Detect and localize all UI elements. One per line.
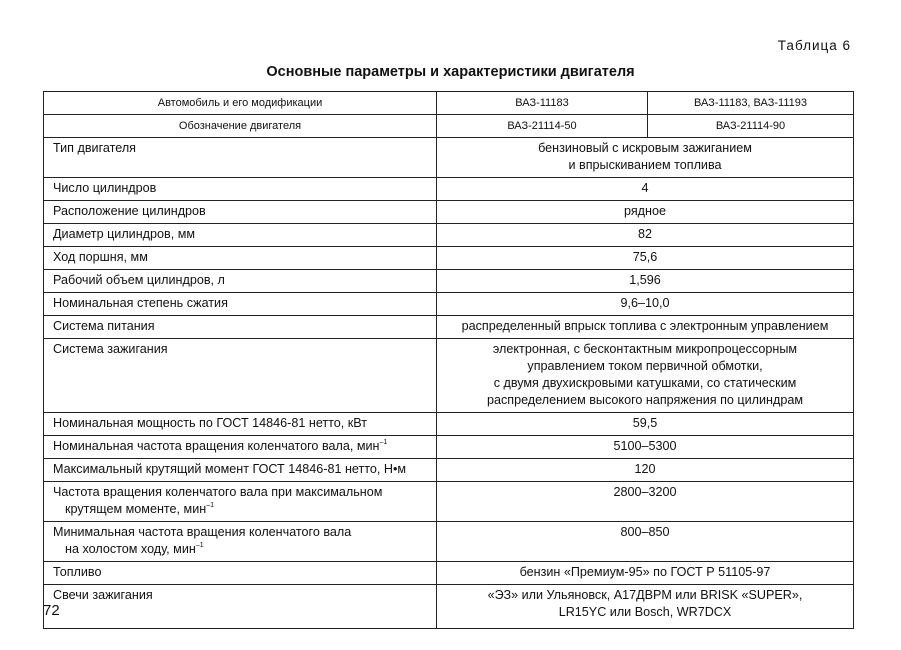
table-row	[44, 413, 854, 436]
table-row	[44, 138, 854, 178]
value-line: с двумя двухискровыми катушками, со статическим	[493, 376, 797, 390]
row-value: 5100–5300	[437, 436, 854, 459]
label-line	[53, 541, 204, 558]
table-row	[44, 585, 854, 629]
header-cell: ВАЗ-21114-90	[648, 115, 854, 138]
row-label: Система питания	[44, 316, 437, 339]
value-line: бензиновый с искровым зажиганием	[538, 141, 752, 155]
row-label: Номинальная степень сжатия	[44, 293, 437, 316]
table-number: Таблица 6	[777, 38, 851, 53]
row-value: 120	[437, 459, 854, 482]
row-value: 2800–3200	[437, 482, 854, 522]
header-cell: ВАЗ-11183, ВАЗ-11193	[648, 92, 854, 115]
engine-spec-table	[43, 91, 854, 629]
row-value	[437, 585, 854, 629]
value-line: и впрыскиванием топлива	[568, 158, 722, 172]
table-header-row	[44, 92, 854, 115]
row-label	[44, 436, 437, 459]
unit-superscript: –1	[206, 502, 214, 509]
label-line: Минимальная частота вращения коленчатого вала	[53, 525, 352, 539]
table-row	[44, 224, 854, 247]
row-value: 59,5	[437, 413, 854, 436]
row-value: 75,6	[437, 247, 854, 270]
table-title: Основные параметры и характеристики двигателя	[266, 64, 635, 80]
row-value: 1,596	[437, 270, 854, 293]
table-row	[44, 482, 854, 522]
row-value: бензин «Премиум-95» по ГОСТ Р 51105-97	[437, 562, 854, 585]
label-line	[53, 501, 214, 518]
unit-superscript: –1	[379, 439, 388, 446]
header-cell: Обозначение двигателя	[44, 115, 437, 138]
row-label	[44, 522, 437, 562]
row-label: Ход поршня, мм	[44, 247, 437, 270]
row-label: Система зажигания	[44, 339, 437, 413]
row-value: 800–850	[437, 522, 854, 562]
row-label: Диаметр цилиндров, мм	[44, 224, 437, 247]
row-label: Рабочий объем цилиндров, л	[44, 270, 437, 293]
row-value: 82	[437, 224, 854, 247]
table-row	[44, 247, 854, 270]
table-row	[44, 436, 854, 459]
table-row	[44, 562, 854, 585]
table-row	[44, 459, 854, 482]
label-text: на холостом ходу, мин	[65, 542, 196, 556]
row-value: рядное	[437, 201, 854, 224]
page-number: 72	[43, 602, 60, 619]
row-label: Топливо	[44, 562, 437, 585]
row-value	[437, 339, 854, 413]
header-cell: Автомобиль и его модификации	[44, 92, 437, 115]
value-line: «ЭЗ» или Ульяновск, А17ДВРМ или BRISK «SUPER»,	[487, 588, 803, 602]
row-label: Число цилиндров	[44, 178, 437, 201]
value-line: управлением током первичной обмотки,	[527, 359, 763, 373]
value-line: распределением высокого напряжения по цилиндрам	[486, 393, 804, 407]
row-label: Свечи зажигания	[44, 585, 437, 629]
row-label	[44, 482, 437, 522]
label-text: Номинальная частота вращения коленчатого вала, мин	[53, 439, 380, 453]
table-row	[44, 522, 854, 562]
table-row	[44, 178, 854, 201]
header-cell: ВАЗ-11183	[437, 92, 648, 115]
header-cell: ВАЗ-21114-50	[437, 115, 648, 138]
row-label: Максимальный крутящий момент ГОСТ 14846-81 нетто, Н•м	[44, 459, 437, 482]
row-label: Тип двигателя	[44, 138, 437, 178]
row-label: Расположение цилиндров	[44, 201, 437, 224]
table-row	[44, 293, 854, 316]
row-value: распределенный впрыск топлива с электронным управлением	[437, 316, 854, 339]
table-row	[44, 339, 854, 413]
table-row	[44, 316, 854, 339]
row-value: 4	[437, 178, 854, 201]
label-line: Частота вращения коленчатого вала при максимальном	[53, 485, 383, 499]
value-line: LR15YC или Bosch, WR7DCX	[558, 605, 732, 619]
value-line: электронная, с бесконтактным микропроцессорным	[492, 342, 798, 356]
row-value: 9,6–10,0	[437, 293, 854, 316]
unit-superscript: –1	[195, 542, 204, 549]
row-value	[437, 138, 854, 178]
table-row	[44, 201, 854, 224]
label-text: крутящем моменте, мин	[65, 502, 207, 516]
table-header-row	[44, 115, 854, 138]
row-label: Номинальная мощность по ГОСТ 14846-81 нетто, кВт	[44, 413, 437, 436]
table-row	[44, 270, 854, 293]
